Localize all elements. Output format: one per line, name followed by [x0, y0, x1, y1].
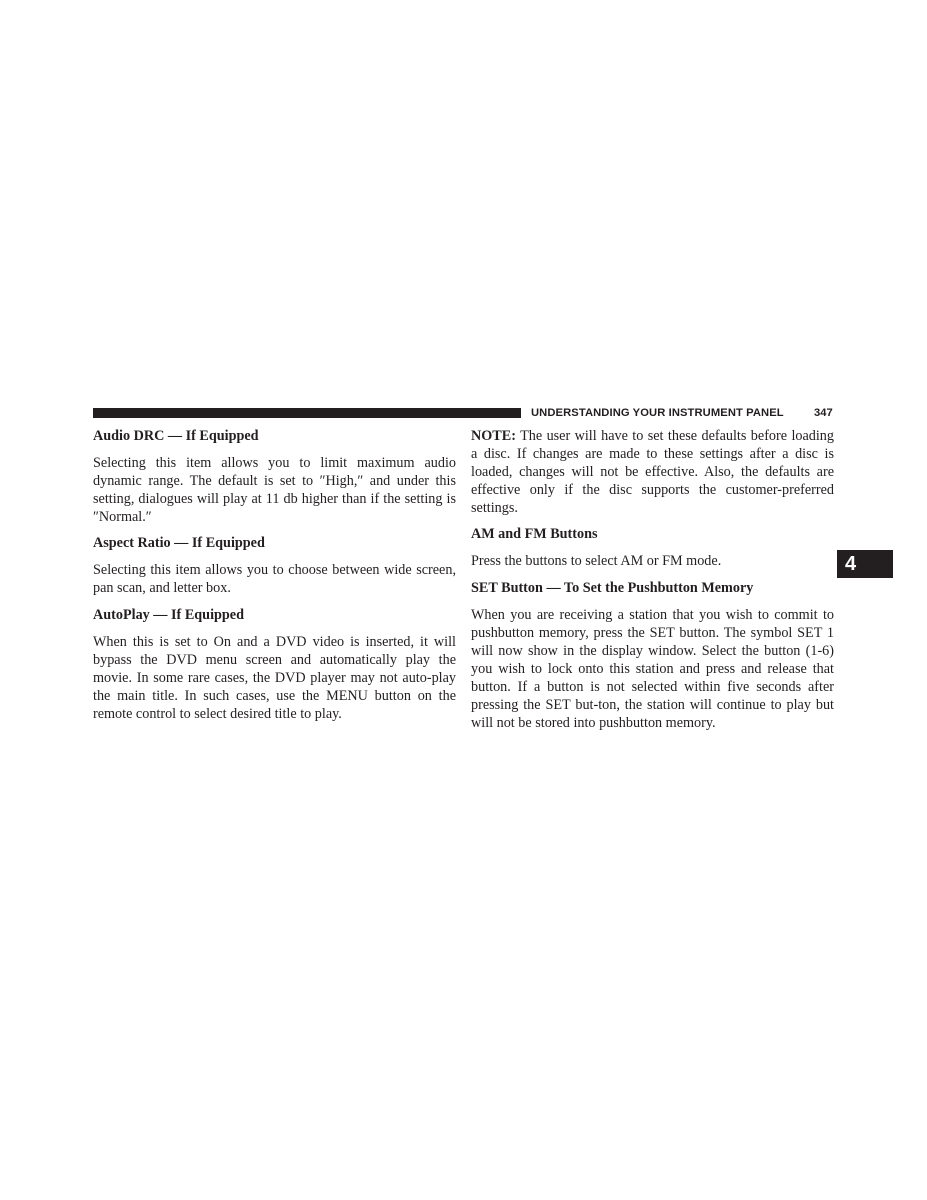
left-column: [93, 427, 456, 731]
audio-drc-heading: Audio DRC — If Equipped: [93, 428, 259, 444]
autoplay-heading: AutoPlay — If Equipped: [93, 606, 244, 623]
note-label: NOTE:: [471, 428, 516, 444]
note-paragraph: [471, 427, 834, 517]
page-number: 347: [814, 407, 833, 419]
right-column: [471, 427, 834, 740]
am-fm-text: Press the buttons to select AM or FM mode.: [471, 553, 722, 570]
am-fm-heading: AM and FM Buttons: [471, 526, 598, 543]
header-rule: [93, 408, 521, 418]
set-button-text: When you are receiving a station that you wish to commit to pushbutton memory, press the SET button. The symbol SET 1 will now show in the display window. Select the button (1-6) you wish to lock onto this station and press and release that button. If a button is not selected within five seconds after pressing the SET but-ton, the station will continue to play but will not be stored into pushbutton memory.: [471, 606, 834, 732]
set-button-heading: SET Button — To Set the Pushbutton Memory: [471, 579, 754, 596]
chapter-tab: 4: [837, 550, 893, 578]
audio-drc-text: Selecting this item allows you to limit maximum audio dynamic range. The default is set to ″High,″ and under this setting, dialogues will play at 11 db higher than if the setting is ″Normal.″: [93, 455, 456, 526]
aspect-ratio-heading: Aspect Ratio — If Equipped: [93, 535, 265, 552]
aspect-ratio-text: Selecting this item allows you to choose between wide screen, pan scan, and letter box.: [93, 562, 456, 597]
note-text: The user will have to set these defaults before loading a disc. If changes are made to these settings after a disc is loaded, changes will not be effective. Also, the defaults are effective only if the disc supports the customer-preferred settings.: [471, 428, 834, 517]
autoplay-text: When this is set to On and a DVD video is inserted, it will bypass the DVD menu screen and automatically play the movie. In some rare cases, the DVD player may not auto-play the main title. In such cases, use the MENU button on the remote control to select desired title to play.: [93, 633, 456, 722]
section-title: UNDERSTANDING YOUR INSTRUMENT PANEL: [531, 407, 784, 419]
